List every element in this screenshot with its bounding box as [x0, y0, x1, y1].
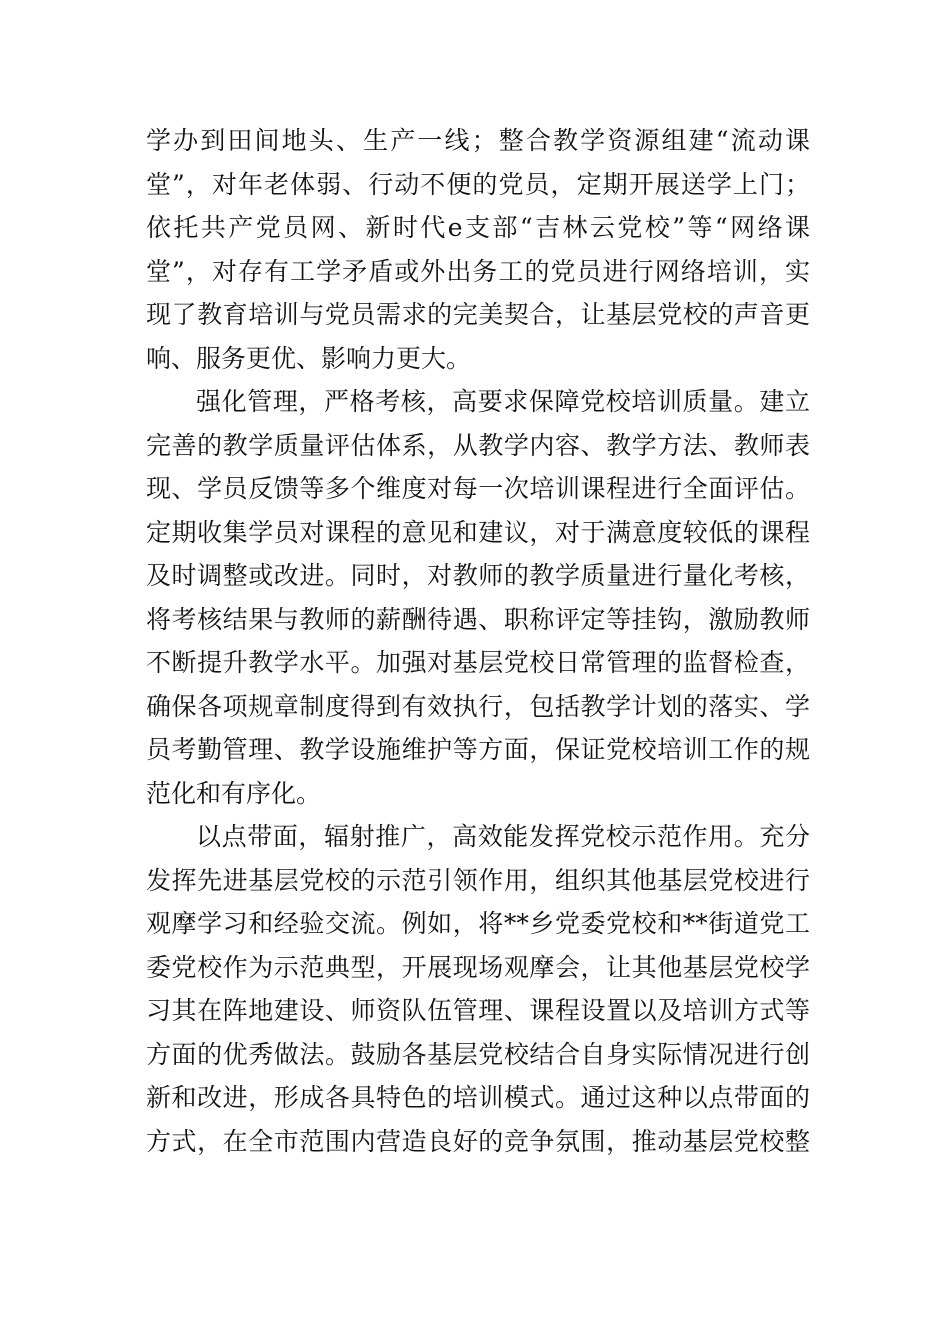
- text-line: 范化和有序化。: [146, 778, 322, 808]
- text-line: 委党校作为示范典型，开展现场观摩会，让其他基层党校学: [146, 952, 810, 982]
- text-line: 观摩学习和经验交流。例如，将**乡党委党校和**街道党工: [146, 909, 810, 938]
- text-line: 依托共产党员网、新时代e支部“吉林云党校”等“网络课: [146, 213, 810, 242]
- text-line: 不断提升教学水平。加强对基层党校日常管理的监督检查，: [146, 648, 810, 677]
- text-line: 员考勤管理、教学设施维护等方面，保证党校培训工作的规: [146, 735, 810, 764]
- text-line: 学办到田间地头、生产一线；整合教学资源组建“流动课: [146, 126, 810, 155]
- text-line: 响、服务更优、影响力更大。: [146, 343, 472, 373]
- text-line: 习其在阵地建设、师资队伍管理、课程设置以及培训方式等: [146, 996, 810, 1025]
- text-line: 定期收集学员对课程的意见和建议，对于满意度较低的课程: [146, 517, 810, 547]
- text-line: 发挥先进基层党校的示范引领作用，组织其他基层党校进行: [146, 865, 810, 895]
- text-line: 确保各项规章制度得到有效执行，包括教学计划的落实、学: [146, 691, 810, 721]
- paragraph: [146, 380, 810, 815]
- text-line: 堂”，对存有工学矛盾或外出务工的党员进行网络培训，实: [146, 256, 810, 286]
- text-line: 以点带面，辐射推广，高效能发挥党校示范作用。充分: [196, 822, 810, 851]
- text-line: 强化管理，严格考核，高要求保障党校培训质量。建立: [196, 387, 810, 416]
- text-line: 将考核结果与教师的薪酬待遇、职称评定等挂钩，激励教师: [146, 604, 810, 634]
- text-line: 现了教育培训与党员需求的完美契合，让基层党校的声音更: [146, 300, 810, 329]
- text-line: 现、学员反馈等多个维度对每一次培训课程进行全面评估。: [146, 474, 810, 503]
- text-line: 完善的教学质量评估体系，从教学内容、教学方法、教师表: [146, 430, 810, 460]
- text-line: 堂”，对年老体弱、行动不便的党员，定期开展送学上门；: [146, 169, 810, 199]
- paragraph: [146, 119, 810, 380]
- text-line: 方式，在全市范围内营造良好的竞争氛围，推动基层党校整: [146, 1126, 810, 1156]
- text-line: 方面的优秀做法。鼓励各基层党校结合自身实际情况进行创: [146, 1039, 810, 1069]
- paragraph: [146, 815, 810, 1163]
- text-line: 及时调整或改进。同时，对教师的教学质量进行量化考核，: [146, 561, 810, 590]
- text-line: 新和改进，形成各具特色的培训模式。通过这种以点带面的: [146, 1083, 810, 1112]
- document-body: [146, 119, 810, 1163]
